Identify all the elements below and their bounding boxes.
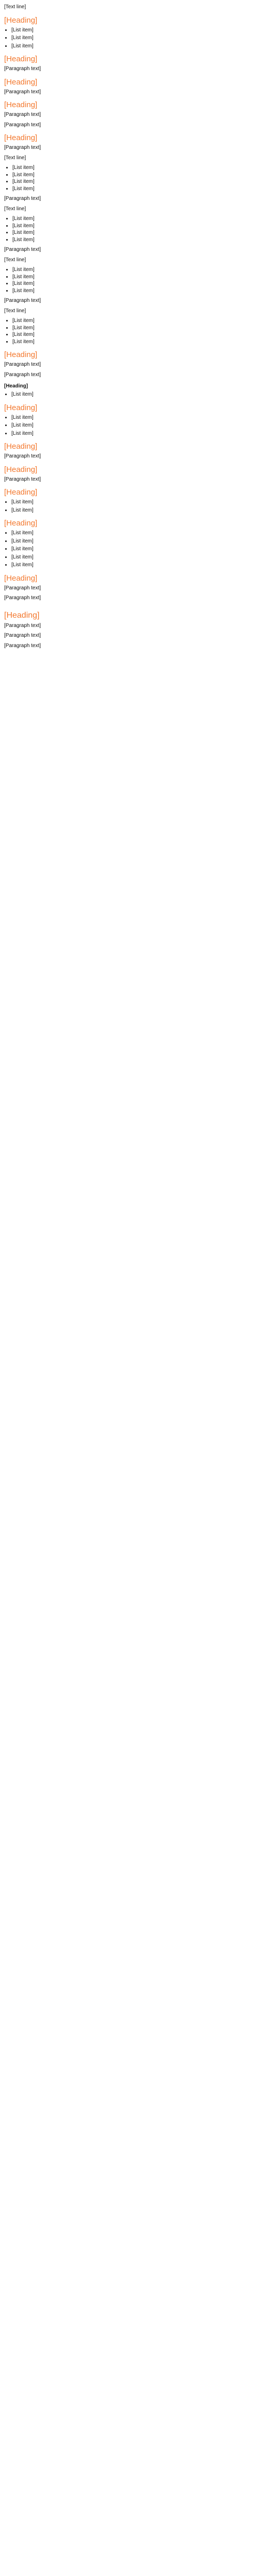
- section-list-6: [11, 391, 254, 398]
- room-intro: [Paragraph text]: [4, 298, 41, 303]
- section-list-item: • [List item]: [11, 507, 254, 514]
- amenity-item: • [List item]: [12, 325, 254, 332]
- section-paragraph: [Paragraph text]: [4, 122, 41, 128]
- section-list-item: • [List item]: [11, 499, 254, 506]
- amenity-item: • [List item]: [12, 215, 254, 223]
- section-title-10: [Heading]: [4, 488, 38, 497]
- page-meta: [Text line]: [4, 4, 26, 10]
- section-title-5: [Heading]: [4, 350, 38, 359]
- room-block: [4, 195, 254, 243]
- section-paragraph: [Paragraph text]: [4, 622, 41, 629]
- amenity-item: • [List item]: [12, 317, 254, 325]
- section-title-13: [Heading]: [4, 611, 40, 620]
- section-title-8: [Heading]: [4, 442, 38, 451]
- room-intro: [Paragraph text]: [4, 247, 41, 252]
- amenities-label: [Text line]: [4, 308, 26, 314]
- section-title-11: [Heading]: [4, 519, 38, 528]
- section-list-0: [11, 27, 254, 50]
- section-list-item: • [List item]: [11, 391, 254, 398]
- amenity-item: • [List item]: [12, 287, 254, 295]
- section-paragraph: [Paragraph text]: [4, 585, 41, 591]
- section-list-item: • [List item]: [11, 538, 254, 545]
- section-title-1: [Heading]: [4, 55, 38, 63]
- section-list-item: • [List item]: [11, 422, 254, 429]
- amenity-item: • [List item]: [12, 280, 254, 287]
- amenity-item: • [List item]: [12, 178, 254, 185]
- section-paragraph: [Paragraph text]: [4, 371, 41, 378]
- section-title-0: [Heading]: [4, 15, 38, 25]
- amenity-item: • [List item]: [12, 274, 254, 281]
- section-list-item: • [List item]: [11, 43, 254, 50]
- amenities-list: [12, 317, 254, 345]
- section-title-2: [Heading]: [4, 77, 38, 87]
- amenities-label: [Text line]: [4, 257, 26, 263]
- amenity-item: • [List item]: [12, 164, 254, 172]
- room-block: [4, 144, 254, 192]
- amenity-item: • [List item]: [12, 223, 254, 230]
- room-intro: [Paragraph text]: [4, 145, 41, 150]
- amenities-label: [Text line]: [4, 206, 26, 212]
- section-title-7: [Heading]: [4, 403, 38, 412]
- amenity-item: • [List item]: [12, 172, 254, 179]
- section-paragraph: [Paragraph text]: [4, 362, 41, 367]
- amenity-item: • [List item]: [12, 185, 254, 193]
- section-paragraph: [Paragraph text]: [4, 595, 41, 601]
- room-block: [4, 246, 254, 294]
- section-paragraph: [Paragraph text]: [4, 89, 41, 95]
- section-paragraph: [Paragraph text]: [4, 66, 41, 72]
- section-list-10: [11, 499, 254, 514]
- section-list-item: • [List item]: [11, 430, 254, 437]
- section-paragraph: [Paragraph text]: [4, 633, 41, 638]
- section-title-3: [Heading]: [4, 100, 38, 109]
- amenities-list: [12, 164, 254, 192]
- section-list-item: • [List item]: [11, 554, 254, 561]
- amenity-item: • [List item]: [12, 338, 254, 346]
- section-title-12: [Heading]: [4, 573, 38, 583]
- section-paragraph: [Paragraph text]: [4, 476, 41, 482]
- section-paragraph: [Paragraph text]: [4, 453, 41, 459]
- section-list-item: • [List item]: [11, 414, 254, 421]
- amenity-item: • [List item]: [12, 331, 254, 338]
- section-title-4: [Heading]: [4, 133, 38, 142]
- section-list-item: • [List item]: [11, 27, 254, 34]
- section-list-7: [11, 414, 254, 437]
- amenity-item: • [List item]: [12, 266, 254, 274]
- section-title-9: [Heading]: [4, 465, 38, 474]
- section-list-item: • [List item]: [11, 530, 254, 537]
- amenities-list: [12, 215, 254, 243]
- amenity-item: • [List item]: [12, 229, 254, 236]
- room-block: [4, 297, 254, 345]
- amenities-list: [12, 266, 254, 294]
- section-list-item: • [List item]: [11, 35, 254, 42]
- section-subheading-6: [Heading]: [4, 383, 28, 389]
- room-intro: [Paragraph text]: [4, 196, 41, 201]
- section-list-item: • [List item]: [11, 546, 254, 553]
- amenity-item: • [List item]: [12, 236, 254, 244]
- section-list-11: [11, 530, 254, 569]
- section-paragraph: [Paragraph text]: [4, 112, 41, 117]
- section-paragraph: [Paragraph text]: [4, 642, 41, 649]
- section-list-item: • [List item]: [11, 562, 254, 569]
- amenities-label: [Text line]: [4, 155, 26, 161]
